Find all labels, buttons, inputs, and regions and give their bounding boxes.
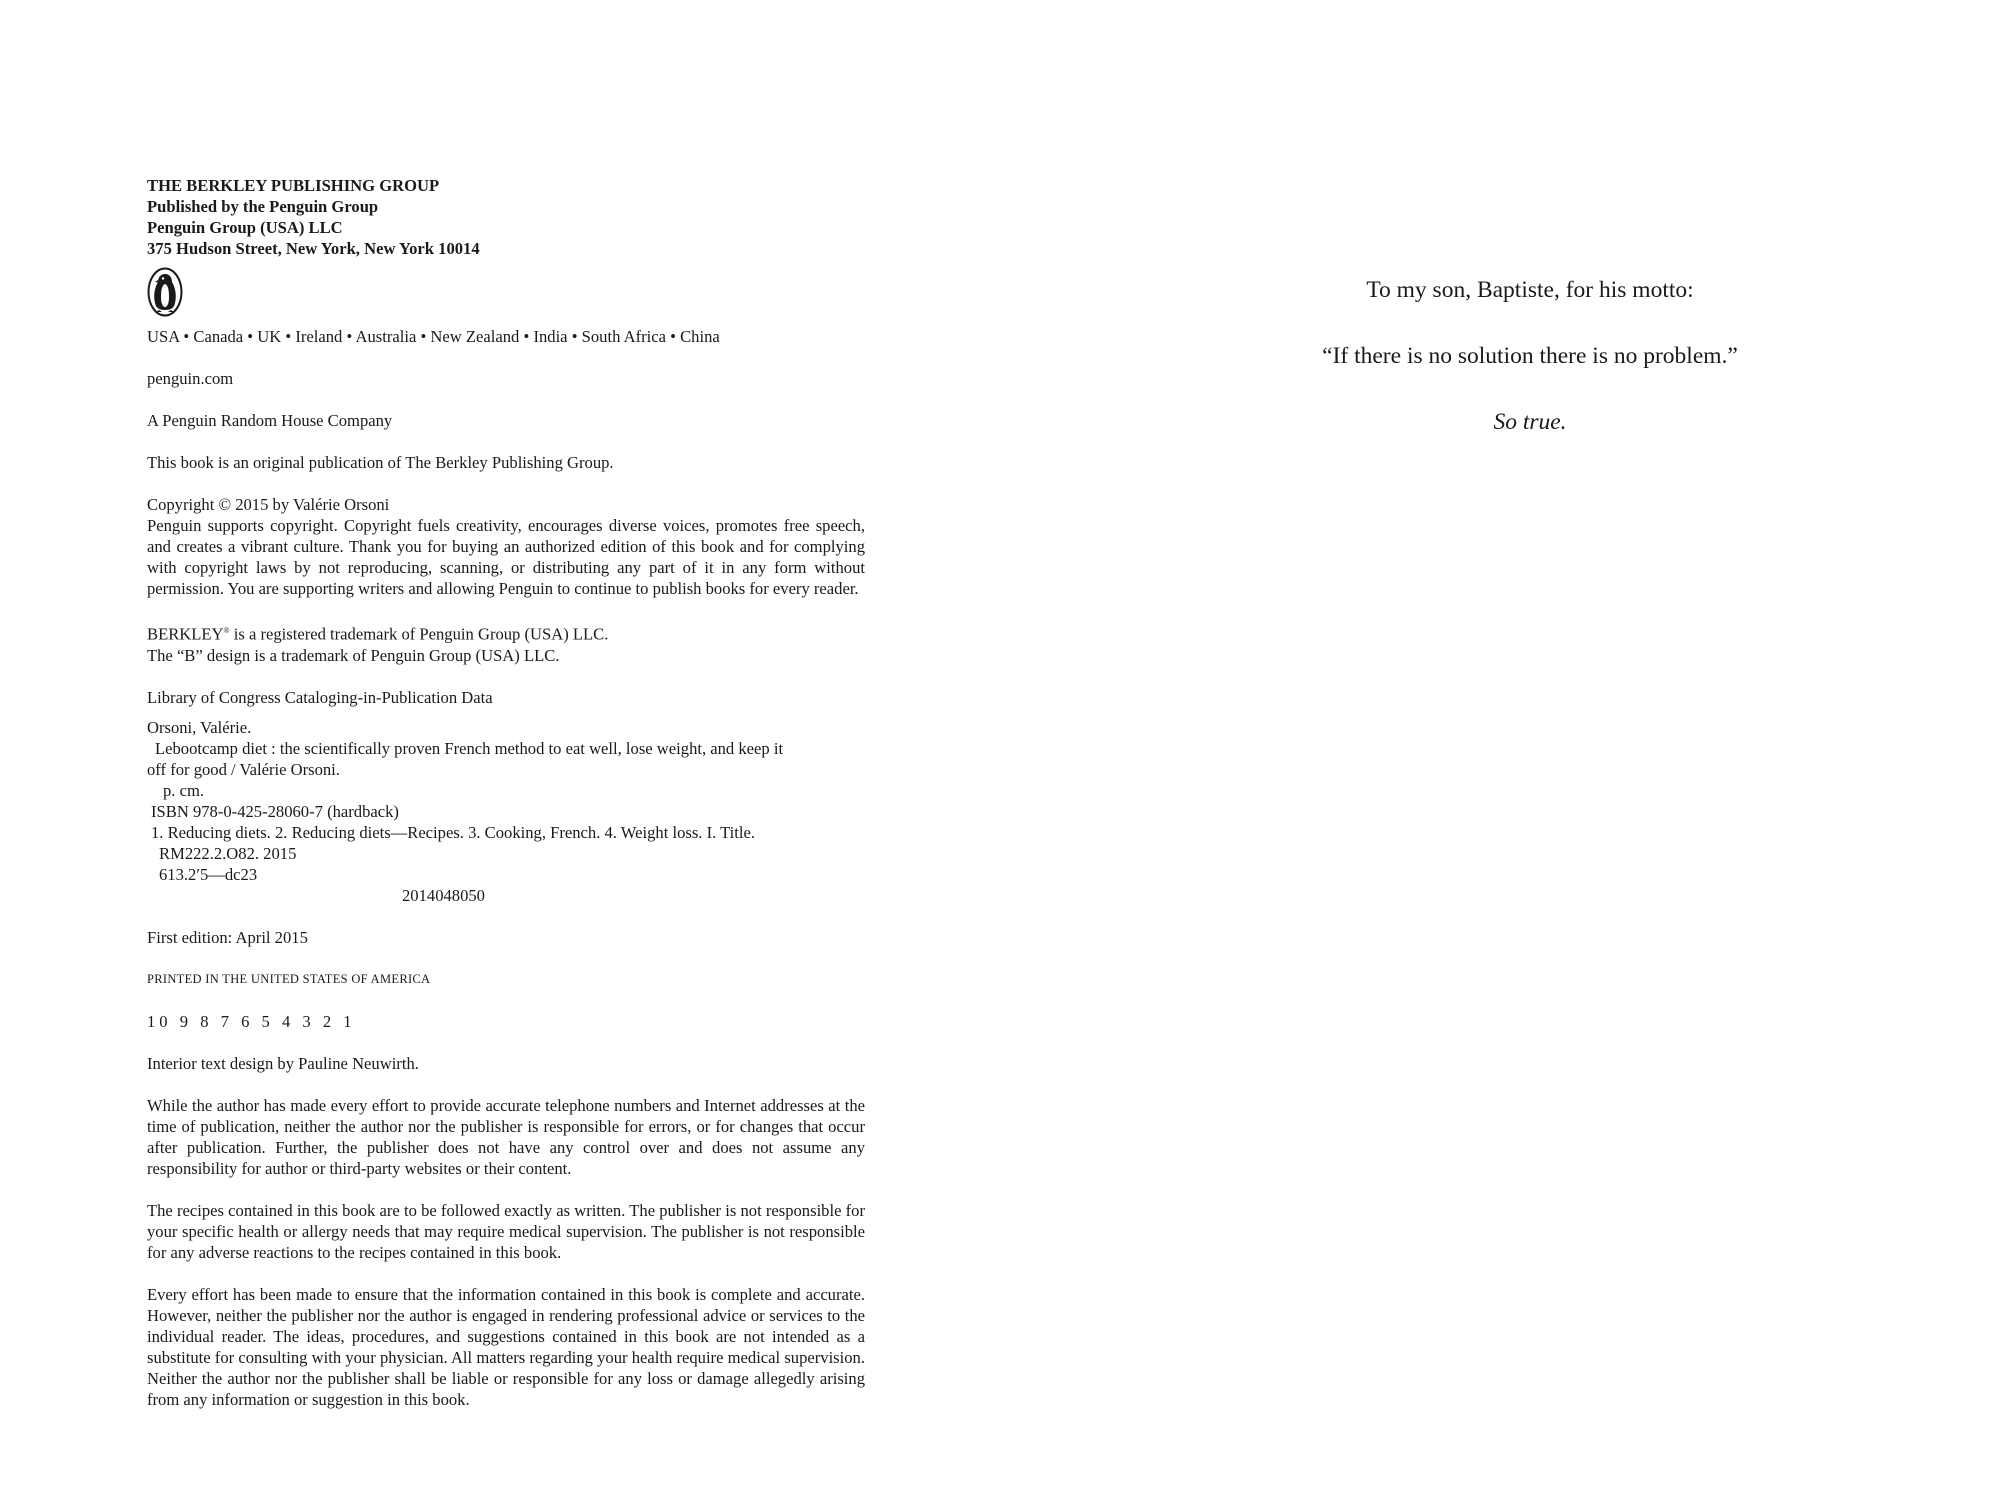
cip-lccn: 2014048050 bbox=[402, 885, 485, 905]
countries-list: USA • Canada • UK • Ireland • Australia • New Zealand • India • South Africa • China bbox=[147, 327, 720, 346]
dedication-motto: “If there is no solution there is no problem.” bbox=[1322, 343, 1738, 369]
copyright-line: Copyright © 2015 by Valérie Orsoni bbox=[147, 495, 390, 514]
design-credit: Interior text design by Pauline Neuwirth. bbox=[147, 1053, 419, 1073]
cip-isbn: ISBN 978-0-425-28060-7 (hardback) bbox=[151, 801, 399, 821]
cip-author: Orsoni, Valérie. bbox=[147, 717, 252, 737]
dedication-line: To my son, Baptiste, for his motto: bbox=[1366, 277, 1694, 303]
cip-pages: p. cm. bbox=[163, 780, 205, 800]
dedication-closing: So true. bbox=[1493, 409, 1567, 435]
penguin-logo-icon bbox=[147, 267, 183, 317]
trademark-b-design: The “B” design is a trademark of Penguin Group (USA) LLC. bbox=[147, 645, 560, 665]
publisher-address: 375 Hudson Street, New York, New York 10014 bbox=[147, 239, 480, 258]
publisher-llc: Penguin Group (USA) LLC bbox=[147, 218, 343, 237]
dedication-page bbox=[1230, 275, 1830, 437]
original-publication: This book is an original publication of The Berkley Publishing Group. bbox=[147, 453, 614, 472]
cip-title-cont: off for good / Valérie Orsoni. bbox=[147, 759, 340, 779]
publisher-name: THE BERKLEY PUBLISHING GROUP bbox=[147, 176, 440, 195]
disclaimer-internet: While the author has made every effort to provide accurate telephone numbers and Internet addresses at the time of publication, neither the author nor the publisher is responsible for errors, or for changes that occur after publication. Further, the publisher does not have any control over and does not assume any responsibility for author or third-party websites or their content. bbox=[147, 1095, 865, 1178]
copyright-notice: Penguin supports copyright. Copyright fuels creativity, encourages diverse voices, promotes free speech, and creates a vibrant culture. Thank you for buying an authorized edition of this book and for complying with copyright laws by not reproducing, scanning, or distributing any part of it in any form without permission. You are supporting writers and allowing Penguin to continue to publish books for every reader. bbox=[147, 516, 865, 598]
cip-title: Lebootcamp diet : the scientifically proven French method to eat well, lose weight, and keep it bbox=[155, 738, 784, 758]
cip-heading: Library of Congress Cataloging-in-Publication Data bbox=[147, 687, 493, 707]
company-line: A Penguin Random House Company bbox=[147, 411, 393, 430]
publisher-parent: Published by the Penguin Group bbox=[147, 197, 379, 216]
cip-subjects: 1. Reducing diets. 2. Reducing diets—Recipes. 3. Cooking, French. 4. Weight loss. I. Title. bbox=[151, 822, 755, 842]
edition-line: First edition: April 2015 bbox=[147, 927, 308, 947]
trademark-berkley: BERKLEY® is a registered trademark of Penguin Group (USA) LLC. bbox=[147, 624, 609, 644]
cip-dewey-number: 613.2′5—dc23 bbox=[159, 864, 258, 884]
printed-in-line: PRINTED IN THE UNITED STATES OF AMERICA bbox=[147, 971, 431, 986]
disclaimer-medical: Every effort has been made to ensure that the information contained in this book is complete and accurate. However, neither the publisher nor the author is engaged in rendering professional advice or services to the individual reader. The ideas, procedures, and suggestions contained in this book are not intended as a substitute for consulting with your physician. All matters regarding your health require medical supervision. Neither the author nor the publisher shall be liable or responsible for any loss or damage allegedly arising from any information or suggestion in this book. bbox=[147, 1284, 865, 1409]
printing-number-line: 10 9 8 7 6 5 4 3 2 1 bbox=[147, 1011, 356, 1031]
cip-class-number: RM222.2.O82. 2015 bbox=[159, 843, 297, 863]
copyright-page bbox=[147, 175, 867, 1410]
disclaimer-recipes: The recipes contained in this book are to be followed exactly as written. The publisher is not responsible for your specific health or allergy needs that may require medical supervision. The publisher is not responsible for any adverse reactions to the recipes contained in this book. bbox=[147, 1200, 865, 1262]
website-link: penguin.com bbox=[147, 369, 234, 388]
